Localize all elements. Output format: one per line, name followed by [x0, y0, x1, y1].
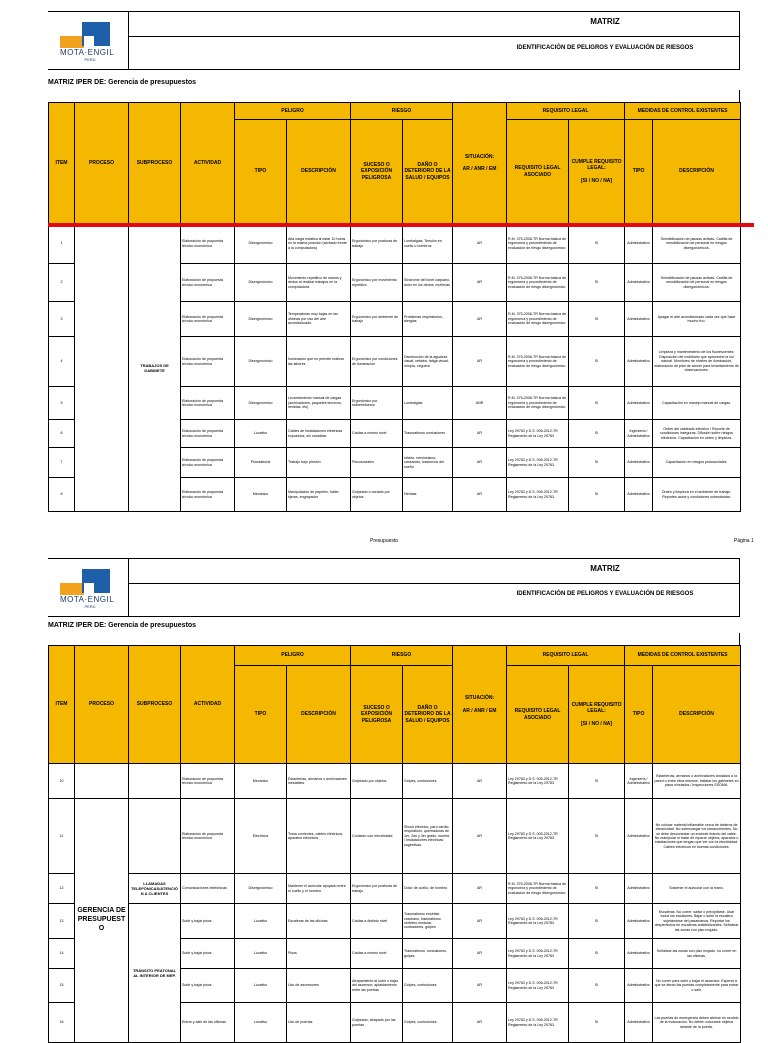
col-subproceso: SUBPROCESO [129, 103, 181, 224]
cell-item: 11 [49, 799, 75, 874]
col-req-asociado: REQUISITO LEGAL ASOCIADO [507, 666, 569, 764]
cell-item: 2 [49, 264, 75, 302]
cell-suceso: Ergonómico por movimiento repetitivo [351, 264, 403, 302]
cell-requisito: R.M. 375-2008-TR Norma básica de ergonomía y procedimiento de evaluación de riesgo disergonómico [507, 302, 569, 337]
cell-med-desc: No colocar material inflamable cerca de tableros de electricidad. No sobrecargar los tomacorrientes. No se debe desconectar un enchufe tirando del cable. No manipular ni tratar de reparar objetos, aparatos o instalaciones que tengan que ver con la electricidad. Cables eléctricos en buenas condiciones. [653, 799, 741, 874]
cell-subproceso [129, 764, 181, 799]
company-logo: MOTA·ENGIL PERÚ [60, 22, 120, 62]
col-actividad: ACTIVIDAD [181, 103, 235, 224]
cell-med-tipo: Administrativo [625, 969, 653, 1003]
cell-descripcion: Trabajo bajo presión [287, 448, 351, 478]
cell-actividad: Comunicaciones telefónicas [181, 874, 235, 904]
cell-med-tipo: Ingeniería / Administrativo [625, 764, 653, 799]
cell-med-tipo: Administrativo [625, 1003, 653, 1043]
cell-med-tipo: Administrativo [625, 939, 653, 969]
cell-actividad: Elaboración de propuesta técnico económica [181, 224, 235, 264]
cell-descripcion: Pisos [287, 939, 351, 969]
cell-suceso: Caídas a mismo nivel [351, 420, 403, 448]
cell-cumple: SI [569, 939, 625, 969]
cell-situacion: AR [453, 337, 507, 387]
cell-situacion: AR [453, 874, 507, 904]
cell-suceso: Golpeado o cortado por objetos [351, 478, 403, 512]
cell-cumple: SI [569, 764, 625, 799]
cell-actividad: Elaboración de propuesta técnico económica [181, 337, 235, 387]
cell-cumple: SI [569, 969, 625, 1003]
cell-actividad: Elaboración de propuesta técnico económica [181, 420, 235, 448]
cell-suceso: Psicosociales [351, 448, 403, 478]
col-med-tipo: TIPO [625, 120, 653, 224]
cell-cumple: SI [569, 420, 625, 448]
cell-suceso: Golpeado, atrapado por las puertas [351, 1003, 403, 1043]
cell-med-desc: Señalizar las zonas con piso mojado, no correr en las oficinas. [653, 939, 741, 969]
cell-tipo: Psicolaboral [235, 448, 287, 478]
cell-tipo: Disergonómico [235, 224, 287, 264]
cell-requisito: Ley 29783 y D.S. 005-2012-TR Reglamento de la Ley 29783 [507, 420, 569, 448]
cell-requisito: R.M. 375-2008-TR Norma básica de ergonomía y procedimiento de evaluación de riesgo disergonómico [507, 224, 569, 264]
cell-med-desc: Limpieza y mantenimiento de los fluorescentes. Disposición del mobiliario que aproveche la luz natural. Monitoreo de niveles de iluminación, elaboración de plan de acción para levantamiento de observaciones. [653, 337, 741, 387]
cell-situacion: AR [453, 448, 507, 478]
col-cumple: CUMPLE REQUISITO LEGAL: [SI / NO / NA] [569, 120, 625, 224]
doc-title: MATRIZ [590, 17, 620, 26]
cell-item: 14 [49, 939, 75, 969]
table-row [49, 904, 741, 939]
cell-suceso: Ergonómico por condiciones de iluminación [351, 337, 403, 387]
cell-med-tipo: Administrativo [625, 387, 653, 420]
cell-item: 10 [49, 764, 75, 799]
cell-actividad: Subir y bajar pisos [181, 969, 235, 1003]
cell-dano: Síndrome del túnel carpiano, dolor en los dedos, muñecas [403, 264, 453, 302]
col-medidas: MEDIDAS DE CONTROL EXISTENTES [625, 103, 741, 120]
col-peligro: PELIGRO [235, 646, 351, 666]
cell-situacion: AR [453, 799, 507, 874]
col-subproceso: SUBPROCESO [129, 646, 181, 764]
cell-tipo: Locativo [235, 904, 287, 939]
col-item: ITEM [49, 646, 75, 764]
cell-actividad: Entrar y salir de las oficinas [181, 1003, 235, 1043]
matrix-label: MATRIZ IPER DE: Gerencia de presupuestos [48, 622, 197, 629]
cell-requisito: Ley 29783 y D.S. 005-2012-TR Reglamento de la Ley 29783 [507, 764, 569, 799]
section-divider [48, 223, 754, 227]
cell-dano: Heridas [403, 478, 453, 512]
cell-suceso: Ergonómico por posturas de trabajo [351, 874, 403, 904]
table-row [49, 764, 741, 799]
cell-med-desc: Sensibilización de pausas activas. Cartilla de sensibilización de personal en riesgos disergonómicos. [653, 224, 741, 264]
cell-tipo: Locativo [235, 420, 287, 448]
cell-suceso: Ergonómico por ambiente de trabajo [351, 302, 403, 337]
cell-item: 12 [49, 874, 75, 904]
cell-actividad: Elaboración de propuesta técnico económica [181, 764, 235, 799]
cell-item: 3 [49, 302, 75, 337]
company-logo: MOTA·ENGIL PERÚ [60, 569, 120, 609]
cell-dano: Traumatismo encéfalo craneano, traumatismo vertebro medular, contusiones, golpes [403, 904, 453, 939]
cell-med-tipo: Ingeniería / Administrativo [625, 420, 653, 448]
table-row [49, 224, 741, 264]
table-row [49, 874, 741, 904]
cell-cumple: SI [569, 264, 625, 302]
cell-proceso-gerencia: GERENCIA DE PRESUPUESTO [75, 799, 129, 1043]
doc-subtitle: IDENTIFICACIÓN DE PELIGROS Y EVALUACIÓN DE RIESGOS [516, 45, 694, 51]
cell-cumple: SI [569, 387, 625, 420]
col-item: ITEM [49, 103, 75, 224]
cell-actividad: Elaboración de propuesta técnico económica [181, 387, 235, 420]
cell-actividad: Subir y bajar pisos [181, 904, 235, 939]
page-2 [0, 545, 768, 1029]
cell-cumple: SI [569, 448, 625, 478]
cell-descripcion: Uso de puertas [287, 1003, 351, 1043]
cell-actividad: Elaboración de propuesta técnico económica [181, 799, 235, 874]
cell-dano: Traumatismo, contusiones, golpes [403, 939, 453, 969]
cell-cumple: SI [569, 302, 625, 337]
cell-descripcion: Toma corrientes, cables eléctricos, aparatos eléctricos [287, 799, 351, 874]
col-tipo: TIPO [235, 120, 287, 224]
cell-med-tipo: Administrativo [625, 264, 653, 302]
cell-descripcion: Movimiento repetitivo de manos y dedos al realizar trabajos en la computadora. [287, 264, 351, 302]
cell-dano: Lumbalgias, Tensión en cuello u hombros [403, 224, 453, 264]
cell-subproceso: TRABAJOS DE GABINETE [129, 224, 181, 512]
cell-dano: Problemas respiratorios, alergias [403, 302, 453, 337]
cell-med-tipo: Administrativo [625, 302, 653, 337]
cell-descripcion: Estanterías, armarios o archivadores inestables. [287, 764, 351, 799]
col-medidas: MEDIDAS DE CONTROL EXISTENTES [625, 646, 741, 666]
col-situacion: SITUACIÓN: AR / ANR / EM [453, 646, 507, 764]
cell-med-desc: Sostener el auricular con la mano. [653, 874, 741, 904]
cell-item: 1 [49, 224, 75, 264]
cell-med-tipo: Administrativo [625, 337, 653, 387]
cell-med-desc: Orden del cableado eléctrico / Reporte de condiciones inseguras. Difusión sobre riesgos eléctricos. Capacitación en orden y limpieza. [653, 420, 741, 448]
cell-actividad: Elaboración de propuesta técnico económica [181, 264, 235, 302]
cell-tipo: Locativo [235, 939, 287, 969]
cell-med-desc: Sensibilización de pausas activas. Cartilla de sensibilización de personal en riesgos disergonómicos. [653, 264, 741, 302]
cell-dano: Disminución de la agudeza visual, cefalea, fatiga visual, miopía, ceguera [403, 337, 453, 387]
cell-med-desc: Apagar el aire acondicionado cada vez que hace mucho frío. [653, 302, 741, 337]
col-requisito: REQUISITO LEGAL [507, 103, 625, 120]
cell-tipo: Disergonómico [235, 387, 287, 420]
matrix-table-1 [48, 102, 740, 512]
col-actividad: ACTIVIDAD [181, 646, 235, 764]
cell-tipo: Disergonómico [235, 264, 287, 302]
cell-descripcion: Alta carga estática al estar 10 horas en la misma posición (sentado frente a la computadora) [287, 224, 351, 264]
cell-situacion: AR [453, 904, 507, 939]
cell-cumple: SI [569, 904, 625, 939]
cell-cumple: SI [569, 799, 625, 874]
cell-subproceso-transito: TRÁNSITO PEATONAL AL INTERIOR DE MEP. [129, 904, 181, 1043]
cell-situacion: AR [453, 969, 507, 1003]
cell-dano: Traumatismo contusiones [403, 420, 453, 448]
cell-med-tipo: Administrativo [625, 904, 653, 939]
col-peligro: PELIGRO [235, 103, 351, 120]
cell-tipo: Locativo [235, 969, 287, 1003]
cell-subproceso [129, 799, 181, 874]
cell-item: 15 [49, 969, 75, 1003]
cell-situacion: AR [453, 1003, 507, 1043]
col-dano: DAÑO O DETERIORO DE LA SALUD / EQUIPOS [403, 666, 453, 764]
cell-situacion: ANR [453, 387, 507, 420]
col-suceso: SUCESO O EXPOSICIÓN PELIGROSA [351, 666, 403, 764]
cell-proceso [75, 224, 129, 512]
cell-situacion: AR [453, 302, 507, 337]
cell-dano: Infarto, nerviosismo, cansancio, trastornos del sueño [403, 448, 453, 478]
cell-med-desc: Capacitación en riesgos psicosociales. [653, 448, 741, 478]
cell-med-desc: Orden y limpieza en el ambiente de trabajo. Reportes actos y condiciones subestándar. [653, 478, 741, 512]
cell-situacion: AR [453, 224, 507, 264]
doc-title: MATRIZ [590, 564, 620, 573]
cell-dano: Golpes, contusiones [403, 1003, 453, 1043]
col-proceso: PROCESO [75, 103, 129, 224]
cell-med-tipo: Administrativo [625, 448, 653, 478]
cell-descripcion: Levantamiento manual de cargas (archivadores, paquetes técnicos, revistas, etc) [287, 387, 351, 420]
cell-suceso: Caídas a distinto nivel [351, 904, 403, 939]
col-med-tipo: TIPO [625, 666, 653, 764]
cell-situacion: AR [453, 264, 507, 302]
col-descripcion: DESCRIPCIÓN [287, 120, 351, 224]
cell-suceso: Atrapamiento al subir o bajar del ascensor; aplastamiento entre las puertas [351, 969, 403, 1003]
cell-actividad: Elaboración de propuesta técnico económica [181, 478, 235, 512]
col-med-desc: DESCRIPCIÓN [653, 120, 741, 224]
col-tipo: TIPO [235, 666, 287, 764]
cell-item: 6 [49, 420, 75, 448]
cell-cumple: SI [569, 224, 625, 264]
cell-med-desc: Escaleras. No correr, saltar o precipitarse. Usar todos los escalones. Bajar o subir la escalera sujetándose del pasamanos. Reportar los desperfectos en escaleras antideslizantes. Señalizar las zonas con piso mojado. [653, 904, 741, 939]
matrix-table-2 [48, 645, 740, 1043]
cell-requisito: R.M. 375-2008-TR Norma básica de ergonomía y procedimiento de evaluación de riesgo disergonómico [507, 337, 569, 387]
cell-tipo: Disergonómico [235, 337, 287, 387]
footer-center: Presupuesto [370, 538, 399, 544]
cell-proceso [75, 764, 129, 799]
cell-item: 5 [49, 387, 75, 420]
cell-tipo: Mecánico [235, 478, 287, 512]
cell-requisito: Ley 29783 y D.S. 005-2012-TR Reglamento de la Ley 29783 [507, 939, 569, 969]
cell-med-desc: Capacitación en manejo manual de cargas. [653, 387, 741, 420]
col-med-desc: DESCRIPCIÓN [653, 666, 741, 764]
col-riesgo: RIESGO [351, 646, 453, 666]
cell-tipo: Locativo [235, 1003, 287, 1043]
cell-situacion: AR [453, 939, 507, 969]
cell-med-desc: Estanterías, armarios o archivadores anclados a la pared o entre ellos mismos. Instalar los gabinetes en pisos nivelados / Inspecciones SSOMA. [653, 764, 741, 799]
cell-situacion: AR [453, 764, 507, 799]
cell-subproceso-llamadas: LLAMADAS TELEFÓNICAS/ATENCIÓN A CLIENTES [129, 874, 181, 904]
col-riesgo: RIESGO [351, 103, 453, 120]
cell-dano: Shock eléctrico, paro cardio-respiratorio, quemaduras de 1er, 2do y 3er grado, muerte. / Instalaciones eléctricas sugestivas. [403, 799, 453, 874]
matrix-label: MATRIZ IPER DE: Gerencia de presupuestos [48, 79, 197, 86]
col-req-asociado: REQUISITO LEGAL ASOCIADO [507, 120, 569, 224]
cell-tipo: Eléctricos [235, 799, 287, 874]
cell-tipo: Disergonómico [235, 302, 287, 337]
cell-requisito: R.M. 375-2008-TR Norma básica de ergonomía y procedimiento de evaluación de riesgo disergonómico [507, 874, 569, 904]
cell-item: 8 [49, 478, 75, 512]
cell-suceso: Ergonómico por posturas de trabajo [351, 224, 403, 264]
cell-med-desc: Las puertas de emergencia deben abrirse en sentido de la evacuación. No deben colocarse objetos delante de la puerta. [653, 1003, 741, 1043]
footer-page: Página 1 [734, 538, 754, 544]
cell-tipo: Mecánico [235, 764, 287, 799]
cell-actividad: Elaboración de propuesta técnico económica [181, 448, 235, 478]
col-cumple: CUMPLE REQUISITO LEGAL: [SI / NO / NA] [569, 666, 625, 764]
cell-descripcion: Uso de ascensores [287, 969, 351, 1003]
col-requisito: REQUISITO LEGAL [507, 646, 625, 666]
cell-descripcion: Temperaturas muy bajas en las oficinas por uso del aire acondicionado. [287, 302, 351, 337]
cell-situacion: AR [453, 478, 507, 512]
cell-requisito: Ley 29783 y D.S. 005-2012-TR Reglamento de la Ley 29783 [507, 904, 569, 939]
cell-descripcion: Manipulación de papeles, folder, tijeras, engrapador [287, 478, 351, 512]
cell-med-tipo: Administrativo [625, 478, 653, 512]
cell-requisito: Ley 29783 y D.S. 005-2012-TR Reglamento de la Ley 29783 [507, 448, 569, 478]
cell-actividad: Elaboración de propuesta técnico económica [181, 302, 235, 337]
cell-med-tipo: Administrativo [625, 799, 653, 874]
cell-descripcion: Mantener el auricular apoyado entre el cuello y el hombro [287, 874, 351, 904]
cell-requisito: Ley 29783 y D.S. 005-2012-TR Reglamento de la Ley 29783 [507, 969, 569, 1003]
cell-cumple: SI [569, 1003, 625, 1043]
cell-med-desc: No correr para subir o bajar el ascensor. Esperar a que se abran las puertas completamente para entrar o salir. [653, 969, 741, 1003]
cell-suceso: Caídas a mismo nivel [351, 939, 403, 969]
cell-descripcion: Cables de instalaciones eléctricas expuestos, sin canalizar. [287, 420, 351, 448]
cell-requisito: Ley 29783 y D.S. 005-2012-TR Reglamento de la Ley 29783 [507, 478, 569, 512]
cell-item: 13 [49, 904, 75, 939]
cell-suceso: Golpeado por objetos [351, 764, 403, 799]
cell-suceso: Contacto con electricidad [351, 799, 403, 874]
table-row [49, 799, 741, 874]
cell-dano: Golpes, contusiones [403, 969, 453, 1003]
cell-dano: Golpes, contusiones [403, 764, 453, 799]
cell-dano: Lumbalgias [403, 387, 453, 420]
cell-med-tipo: Administrativo [625, 874, 653, 904]
cell-item: 4 [49, 337, 75, 387]
cell-med-tipo: Administrativo [625, 224, 653, 264]
cell-descripcion: Iluminación que no permite realizar las labores [287, 337, 351, 387]
col-dano: DAÑO O DETERIORO DE LA SALUD / EQUIPOS [403, 120, 453, 224]
cell-requisito: R.M. 375-2008-TR Norma básica de ergonomía y procedimiento de evaluación de riesgo disergonómico [507, 387, 569, 420]
cell-dano: Dolor de cuello, de hombro [403, 874, 453, 904]
cell-cumple: SI [569, 874, 625, 904]
cell-actividad: Subir y bajar pisos [181, 939, 235, 969]
cell-descripcion: Escaleras de las oficinas [287, 904, 351, 939]
col-descripcion: DESCRIPCIÓN [287, 666, 351, 764]
col-proceso: PROCESO [75, 646, 129, 764]
cell-tipo: Disergonómico [235, 874, 287, 904]
doc-subtitle: IDENTIFICACIÓN DE PELIGROS Y EVALUACIÓN DE RIESGOS [516, 591, 694, 597]
cell-requisito: Ley 29783 y D.S. 005-2012-TR Reglamento de la Ley 29783 [507, 799, 569, 874]
col-suceso: SUCESO O EXPOSICIÓN PELIGROSA [351, 120, 403, 224]
cell-requisito: R.M. 375-2008-TR Norma básica de ergonomía y procedimiento de evaluación de riesgo disergonómico [507, 264, 569, 302]
cell-cumple: SI [569, 337, 625, 387]
cell-cumple: SI [569, 478, 625, 512]
cell-situacion: AR [453, 420, 507, 448]
cell-item: 7 [49, 448, 75, 478]
cell-item: 16 [49, 1003, 75, 1043]
col-situacion: SITUACIÓN: AR / ANR / EM [453, 103, 507, 224]
cell-suceso: Ergonómico por sobreesfuerzo [351, 387, 403, 420]
cell-requisito: Ley 29783 y D.S. 005-2012-TR Reglamento de la Ley 29783 [507, 1003, 569, 1043]
